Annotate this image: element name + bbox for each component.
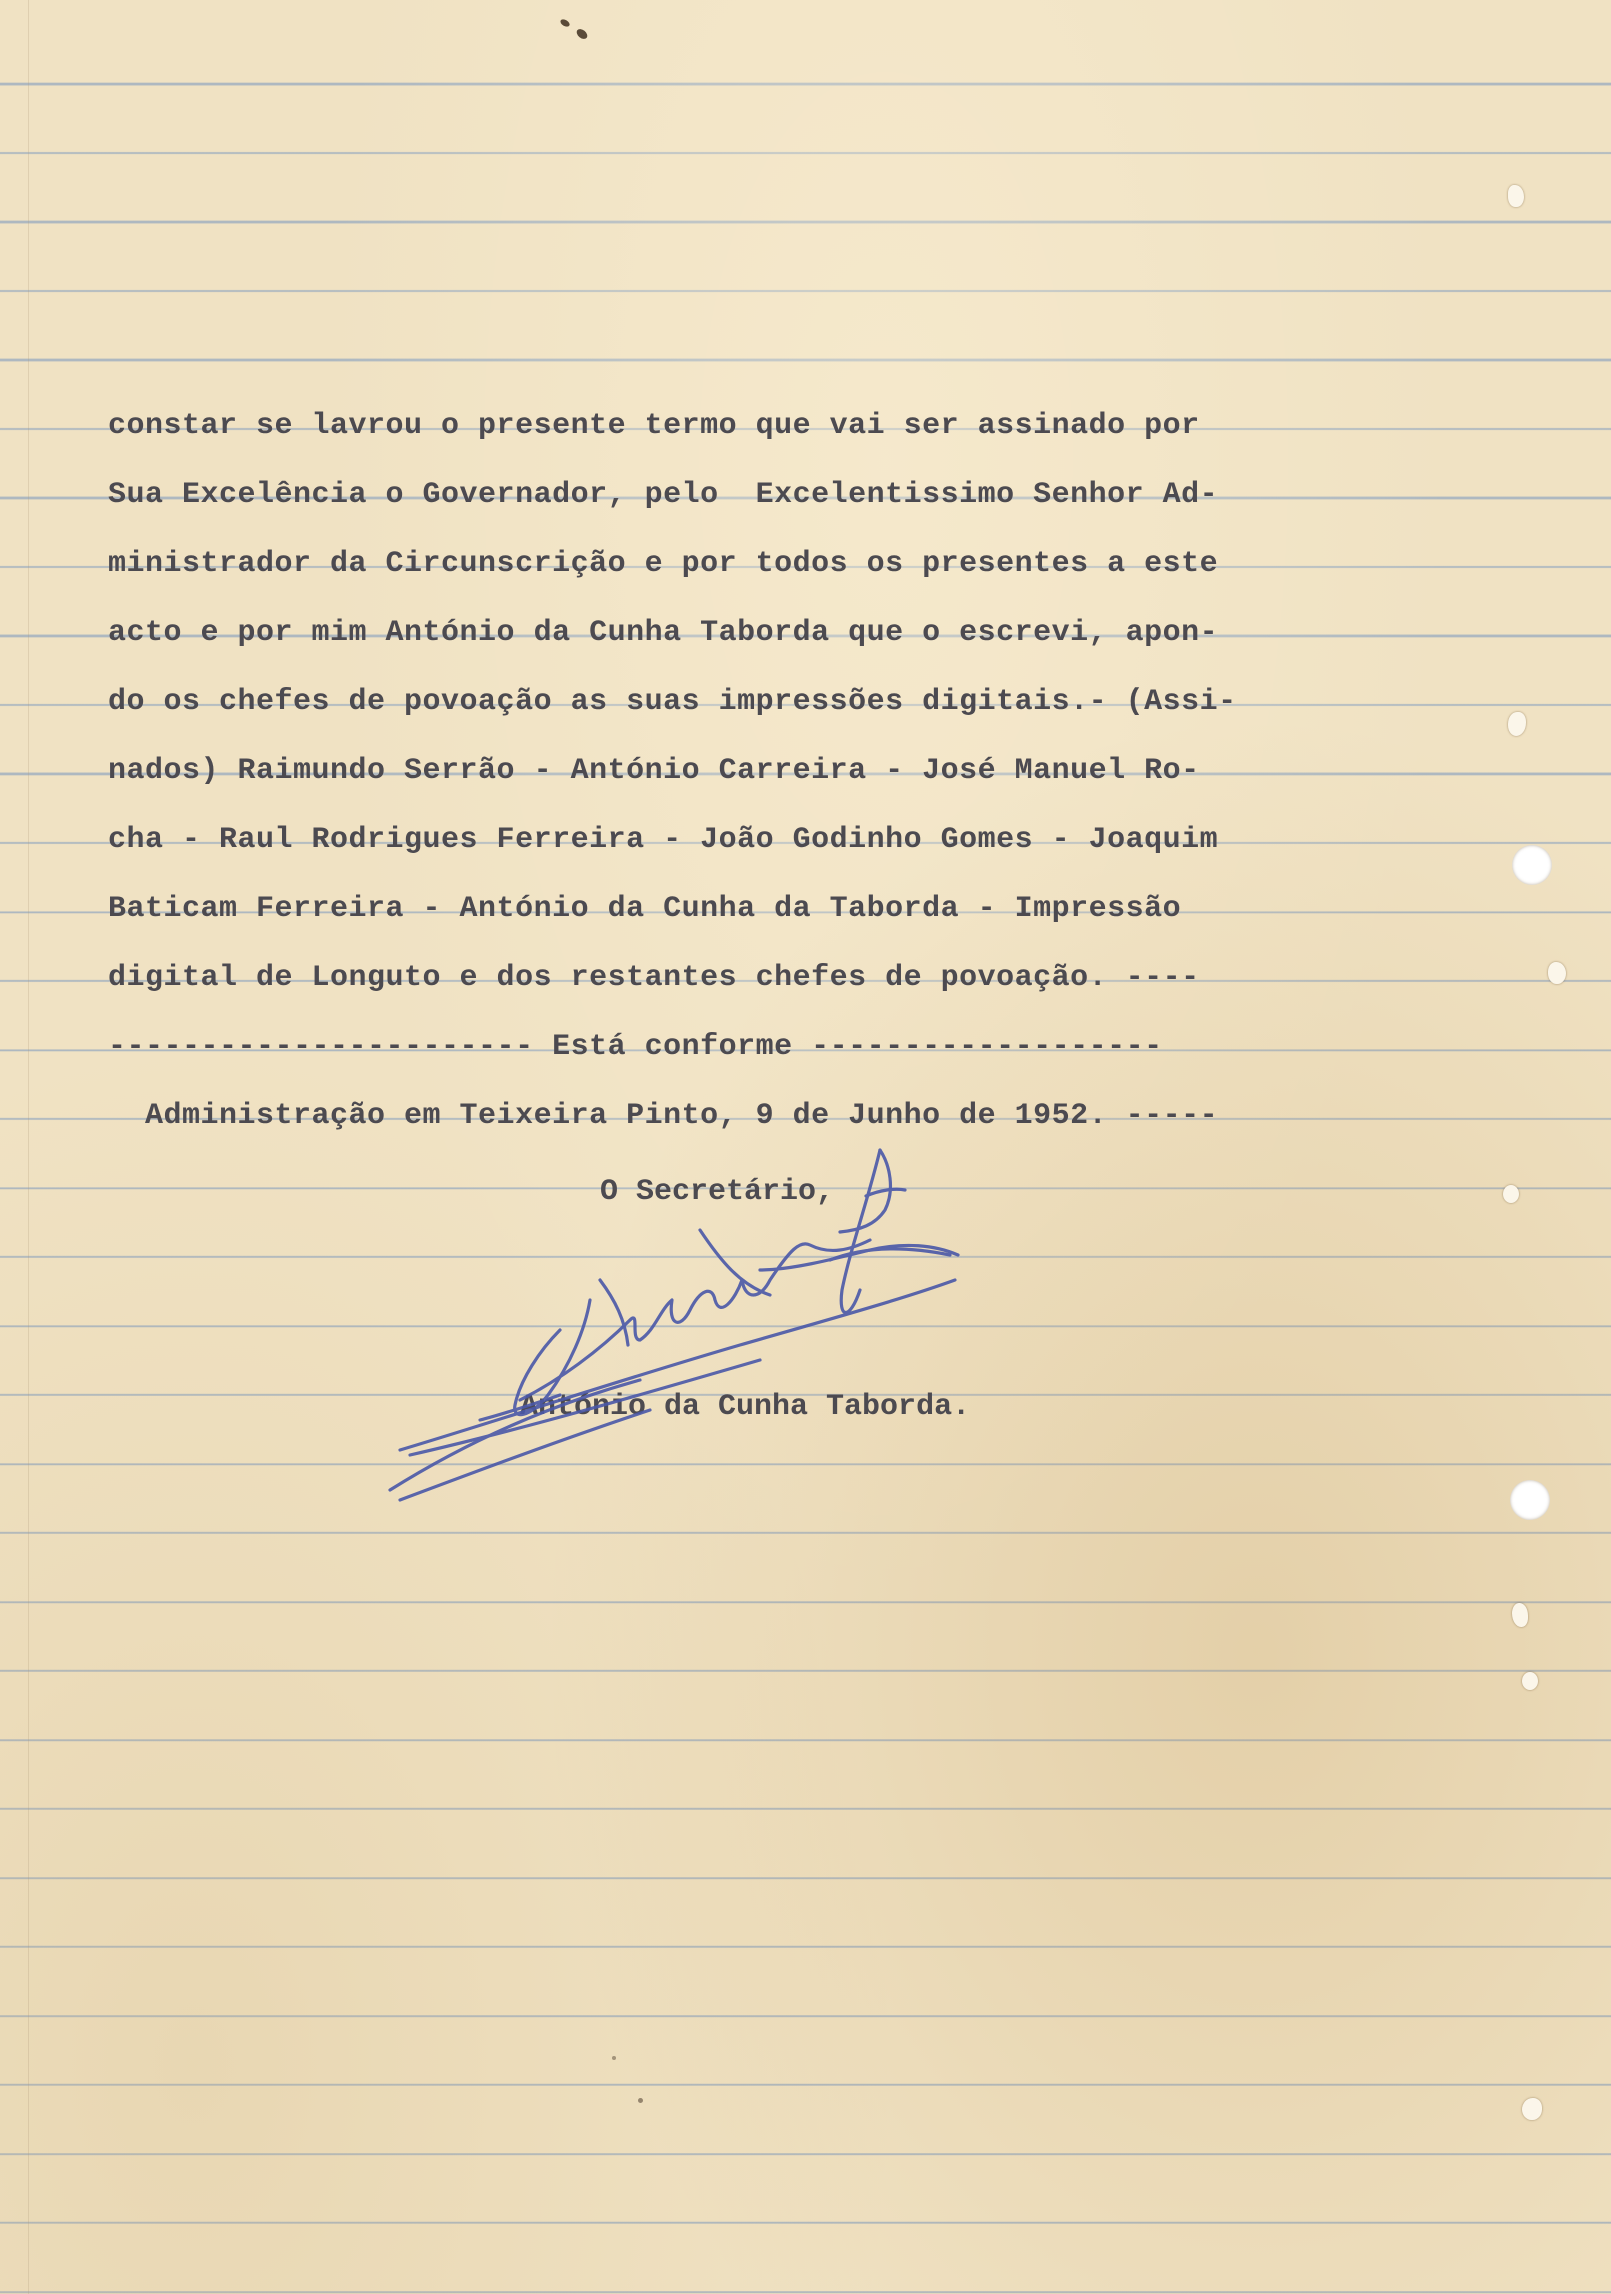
torn-edge-4 — [1503, 1185, 1519, 1203]
torn-edge-7 — [1522, 2098, 1542, 2120]
torn-edge-5 — [1512, 1603, 1528, 1627]
ink-speck-3 — [638, 2098, 643, 2103]
torn-edge-6 — [1522, 1672, 1538, 1690]
body-line-3: ministrador da Circunscrição e por todos os presentes a este — [108, 547, 1219, 581]
signatory-name: António da Cunha Taborda. — [520, 1390, 971, 1424]
body-line-5: do os chefes de povoação as suas impressões digitais.- (Assi- — [108, 685, 1237, 719]
torn-edge-3 — [1548, 962, 1566, 984]
torn-edge-1 — [1508, 185, 1524, 207]
ink-speck-4 — [612, 2056, 616, 2060]
body-line-7: cha - Raul Rodrigues Ferreira - João Godinho Gomes - Joaquim — [108, 823, 1219, 857]
body-line-9: digital de Longuto e dos restantes chefes de povoação. ---- — [108, 961, 1200, 995]
punch-hole-2 — [1510, 1480, 1550, 1520]
punch-hole-1 — [1512, 845, 1552, 885]
body-line-4: acto e por mim António da Cunha Taborda que o escrevi, apon- — [108, 616, 1219, 650]
conformity-line: ----------------------- Está conforme ------------------- — [108, 1030, 1163, 1064]
body-line-8: Baticam Ferreira - António da Cunha da Taborda - Impressão — [108, 892, 1182, 926]
secretary-label: O Secretário, — [600, 1175, 835, 1209]
body-line-6: nados) Raimundo Serrão - António Carreira - José Manuel Ro- — [108, 754, 1200, 788]
body-line-1: constar se lavrou o presente termo que vai ser assinado por — [108, 409, 1200, 443]
place-date-line: Administração em Teixeira Pinto, 9 de Junho de 1952. ----- — [108, 1099, 1219, 1133]
body-line-2: Sua Excelência o Governador, pelo Excelentissimo Senhor Ad- — [108, 478, 1219, 512]
